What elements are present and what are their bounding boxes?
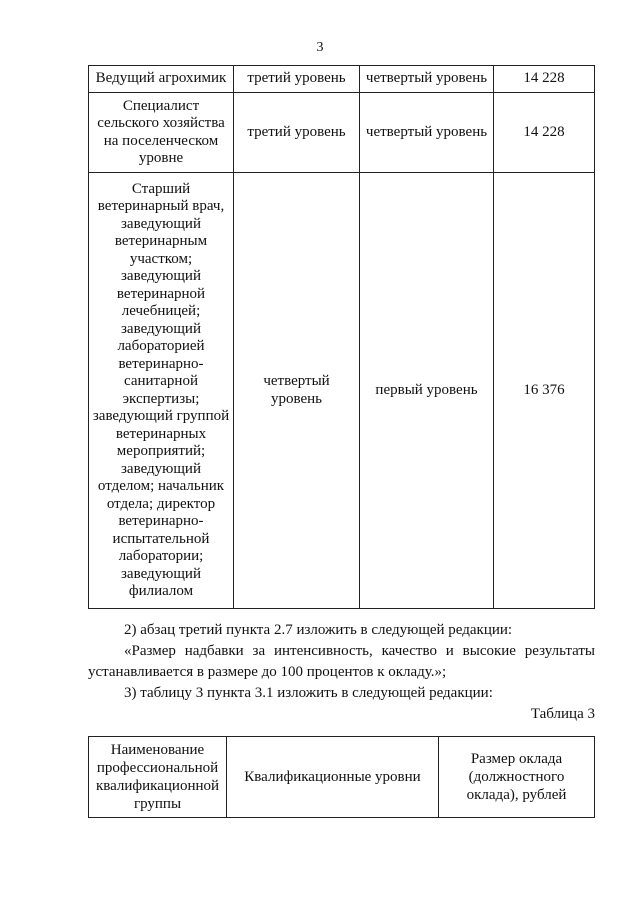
page-number: 3 — [316, 40, 324, 55]
amendment-paragraph-3: 3) таблицу 3 пункта 3.1 изложить в следующей редакции: — [124, 685, 493, 701]
qualification-level-cell: третий уровень — [234, 66, 360, 93]
table-caption: Таблица 3 — [530, 706, 595, 722]
table-row — [89, 66, 595, 93]
table-header-row — [89, 737, 595, 818]
amendment-paragraph-2: 2) абзац третий пункта 2.7 изложить в следующей редакции: — [124, 622, 513, 638]
qualification-level-cell: четвертый уровень — [360, 93, 494, 173]
qualification-level-cell: третий уровень — [234, 93, 360, 173]
position-cell: Ведущий агрохимик — [89, 66, 234, 93]
salary-cell: 16 376 — [494, 173, 595, 609]
header-group-name: Наименование профессиональной квалификационной группы — [89, 737, 227, 818]
position-cell: Старший ветеринарный врач, заведующий ветеринарным участком; заведующий ветеринарной лечебницей; заведующий лабораторией ветеринарно-санитарной экспертизы; заведующий группой ветеринарных мероприятий; заведующий отделом; начальник отдела; директор ветеринарно-испытательной лаборатории; заведующий филиалом — [89, 173, 234, 609]
header-salary-size: Размер оклада (должностного оклада), рублей — [439, 737, 595, 818]
table-row — [89, 173, 595, 609]
qualification-level-cell: четвертый уровень — [360, 66, 494, 93]
header-qualification-levels: Квалификационные уровни — [227, 737, 439, 818]
salary-cell: 14 228 — [494, 93, 595, 173]
amendment-quote: «Размер надбавки за интенсивность, качество и высокие результаты устанавливается в размере до 100 процентов к окладу.»; — [88, 643, 595, 680]
salary-table-continued — [88, 65, 595, 609]
table-3-header — [88, 736, 595, 818]
position-cell: Специалист сельского хозяйства на поселенческом уровне — [89, 93, 234, 173]
qualification-level-cell: первый уровень — [360, 173, 494, 609]
salary-cell: 14 228 — [494, 66, 595, 93]
table-row — [89, 93, 595, 173]
qualification-level-cell: четвертый уровень — [234, 173, 360, 609]
